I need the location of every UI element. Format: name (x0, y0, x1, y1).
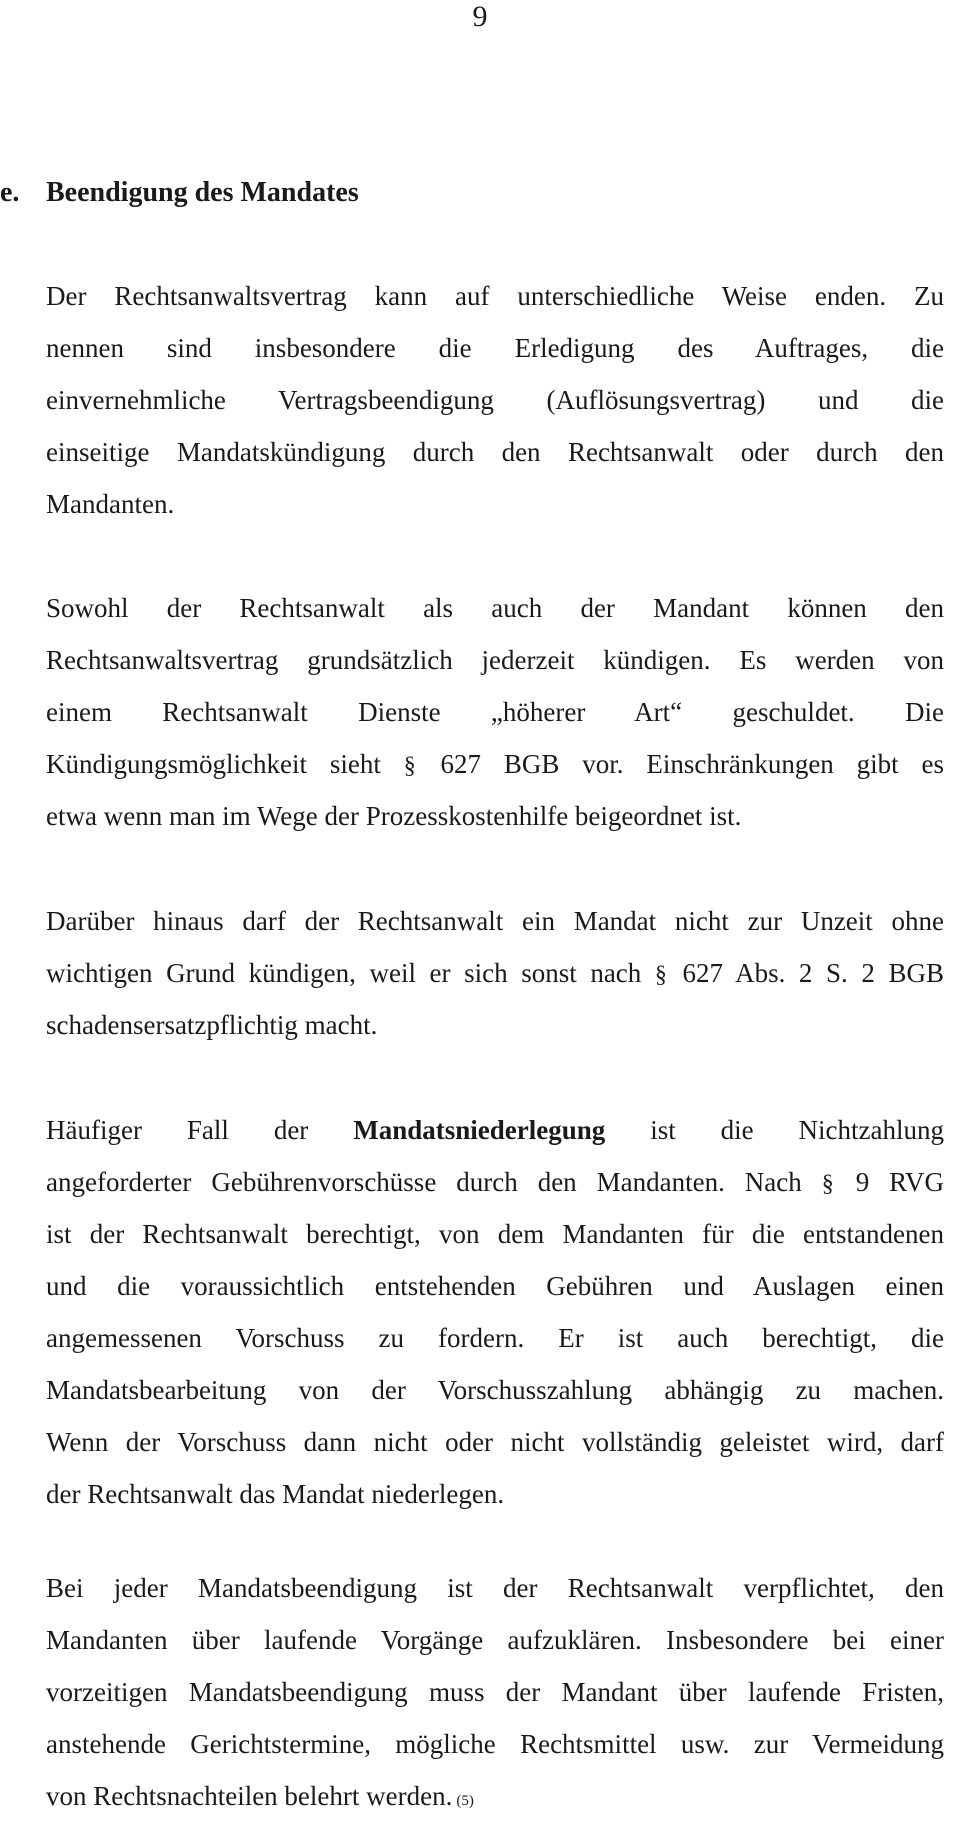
text-line: Mandanten über laufende Vorgänge aufzuklären. Insbesondere bei einer (46, 1625, 944, 1655)
text-line: angemessenen Vorschuss zu fordern. Er ist auch berechtigt, die (46, 1323, 944, 1353)
paragraph-4 (46, 1104, 944, 1520)
text-line: Bei jeder Mandatsbeendigung ist der Rechtsanwalt verpflichtet, den (46, 1573, 944, 1603)
text-line: Darüber hinaus darf der Rechtsanwalt ein Mandat nicht zur Unzeit ohne (46, 906, 944, 936)
emphasized-term: Mandatsniederlegung (353, 1115, 606, 1145)
text-segment: von Rechtsnachteilen belehrt werden. (46, 1781, 453, 1811)
text-line: Rechtsanwaltsvertrag grundsätzlich jederzeit kündigen. Es werden von (46, 645, 944, 675)
text-line (46, 947, 944, 999)
text-line: Der Rechtsanwaltsvertrag kann auf unterschiedliche Weise enden. Zu (46, 281, 944, 311)
text-line: einvernehmliche Vertragsbeendigung (Auflösungsvertrag) und die (46, 385, 944, 415)
text-segment: Häufiger Fall der (46, 1115, 309, 1145)
text-line (46, 1156, 944, 1208)
section-heading (0, 176, 359, 210)
text-line: Sowohl der Rechtsanwalt als auch der Mandant können den (46, 593, 944, 623)
text-line: vorzeitigen Mandatsbeendigung muss der Mandant über laufende Fristen, (46, 1677, 944, 1707)
text-line: Wenn der Vorschuss dann nicht oder nicht vollständig geleistet wird, darf (46, 1427, 944, 1457)
text-line: Mandatsbearbeitung von der Vorschusszahlung abhängig zu machen. (46, 1375, 944, 1405)
section-sign: § (654, 962, 667, 988)
paragraph-5 (46, 1562, 944, 1822)
text-segment: angeforderter Gebührenvorschüsse durch den Mandanten. Nach (46, 1167, 802, 1197)
text-line: anstehende Gerichtstermine, mögliche Rechtsmittel usw. zur Vermeidung (46, 1729, 944, 1759)
text-line: und die voraussichtlich entstehenden Gebühren und Auslagen einen (46, 1271, 944, 1301)
paragraph-3 (46, 895, 944, 1051)
text-segment: wichtigen Grund kündigen, weil er sich sonst nach (46, 958, 642, 988)
text-segment: 627 BGB vor. Einschränkungen gibt es (440, 749, 945, 779)
section-sign: § (403, 753, 416, 779)
text-segment: ist die Nichtzahlung (650, 1115, 945, 1145)
section-sign: § (821, 1171, 834, 1197)
text-line: ist der Rechtsanwalt berechtigt, von dem Mandanten für die entstandenen (46, 1219, 944, 1249)
text-line: Mandanten. (46, 489, 175, 519)
text-line (46, 1104, 944, 1156)
text-line (46, 738, 944, 790)
text-line: schadensersatzpflichtig macht. (46, 1010, 378, 1040)
footnote-reference: (5) (456, 1793, 474, 1809)
text-segment: 627 Abs. 2 S. 2 BGB (682, 958, 944, 988)
section-marker: e. (0, 177, 20, 208)
text-line: der Rechtsanwalt das Mandat niederlegen. (46, 1479, 505, 1509)
text-line (46, 1770, 944, 1822)
text-segment: 9 RVG (855, 1167, 945, 1197)
paragraph-1 (46, 270, 944, 530)
text-segment: Kündigungsmöglichkeit sieht (46, 749, 381, 779)
paragraph-2 (46, 582, 944, 842)
text-line: nennen sind insbesondere die Erledigung des Auftrages, die (46, 333, 944, 363)
section-title: Beendigung des Mandates (46, 177, 359, 208)
text-line: etwa wenn man im Wege der Prozesskostenhilfe beigeordnet ist. (46, 801, 742, 831)
text-line: einseitige Mandatskündigung durch den Rechtsanwalt oder durch den (46, 437, 944, 467)
page-number: 9 (472, 0, 488, 33)
text-line: einem Rechtsanwalt Dienste „höherer Art“ geschuldet. Die (46, 697, 944, 727)
